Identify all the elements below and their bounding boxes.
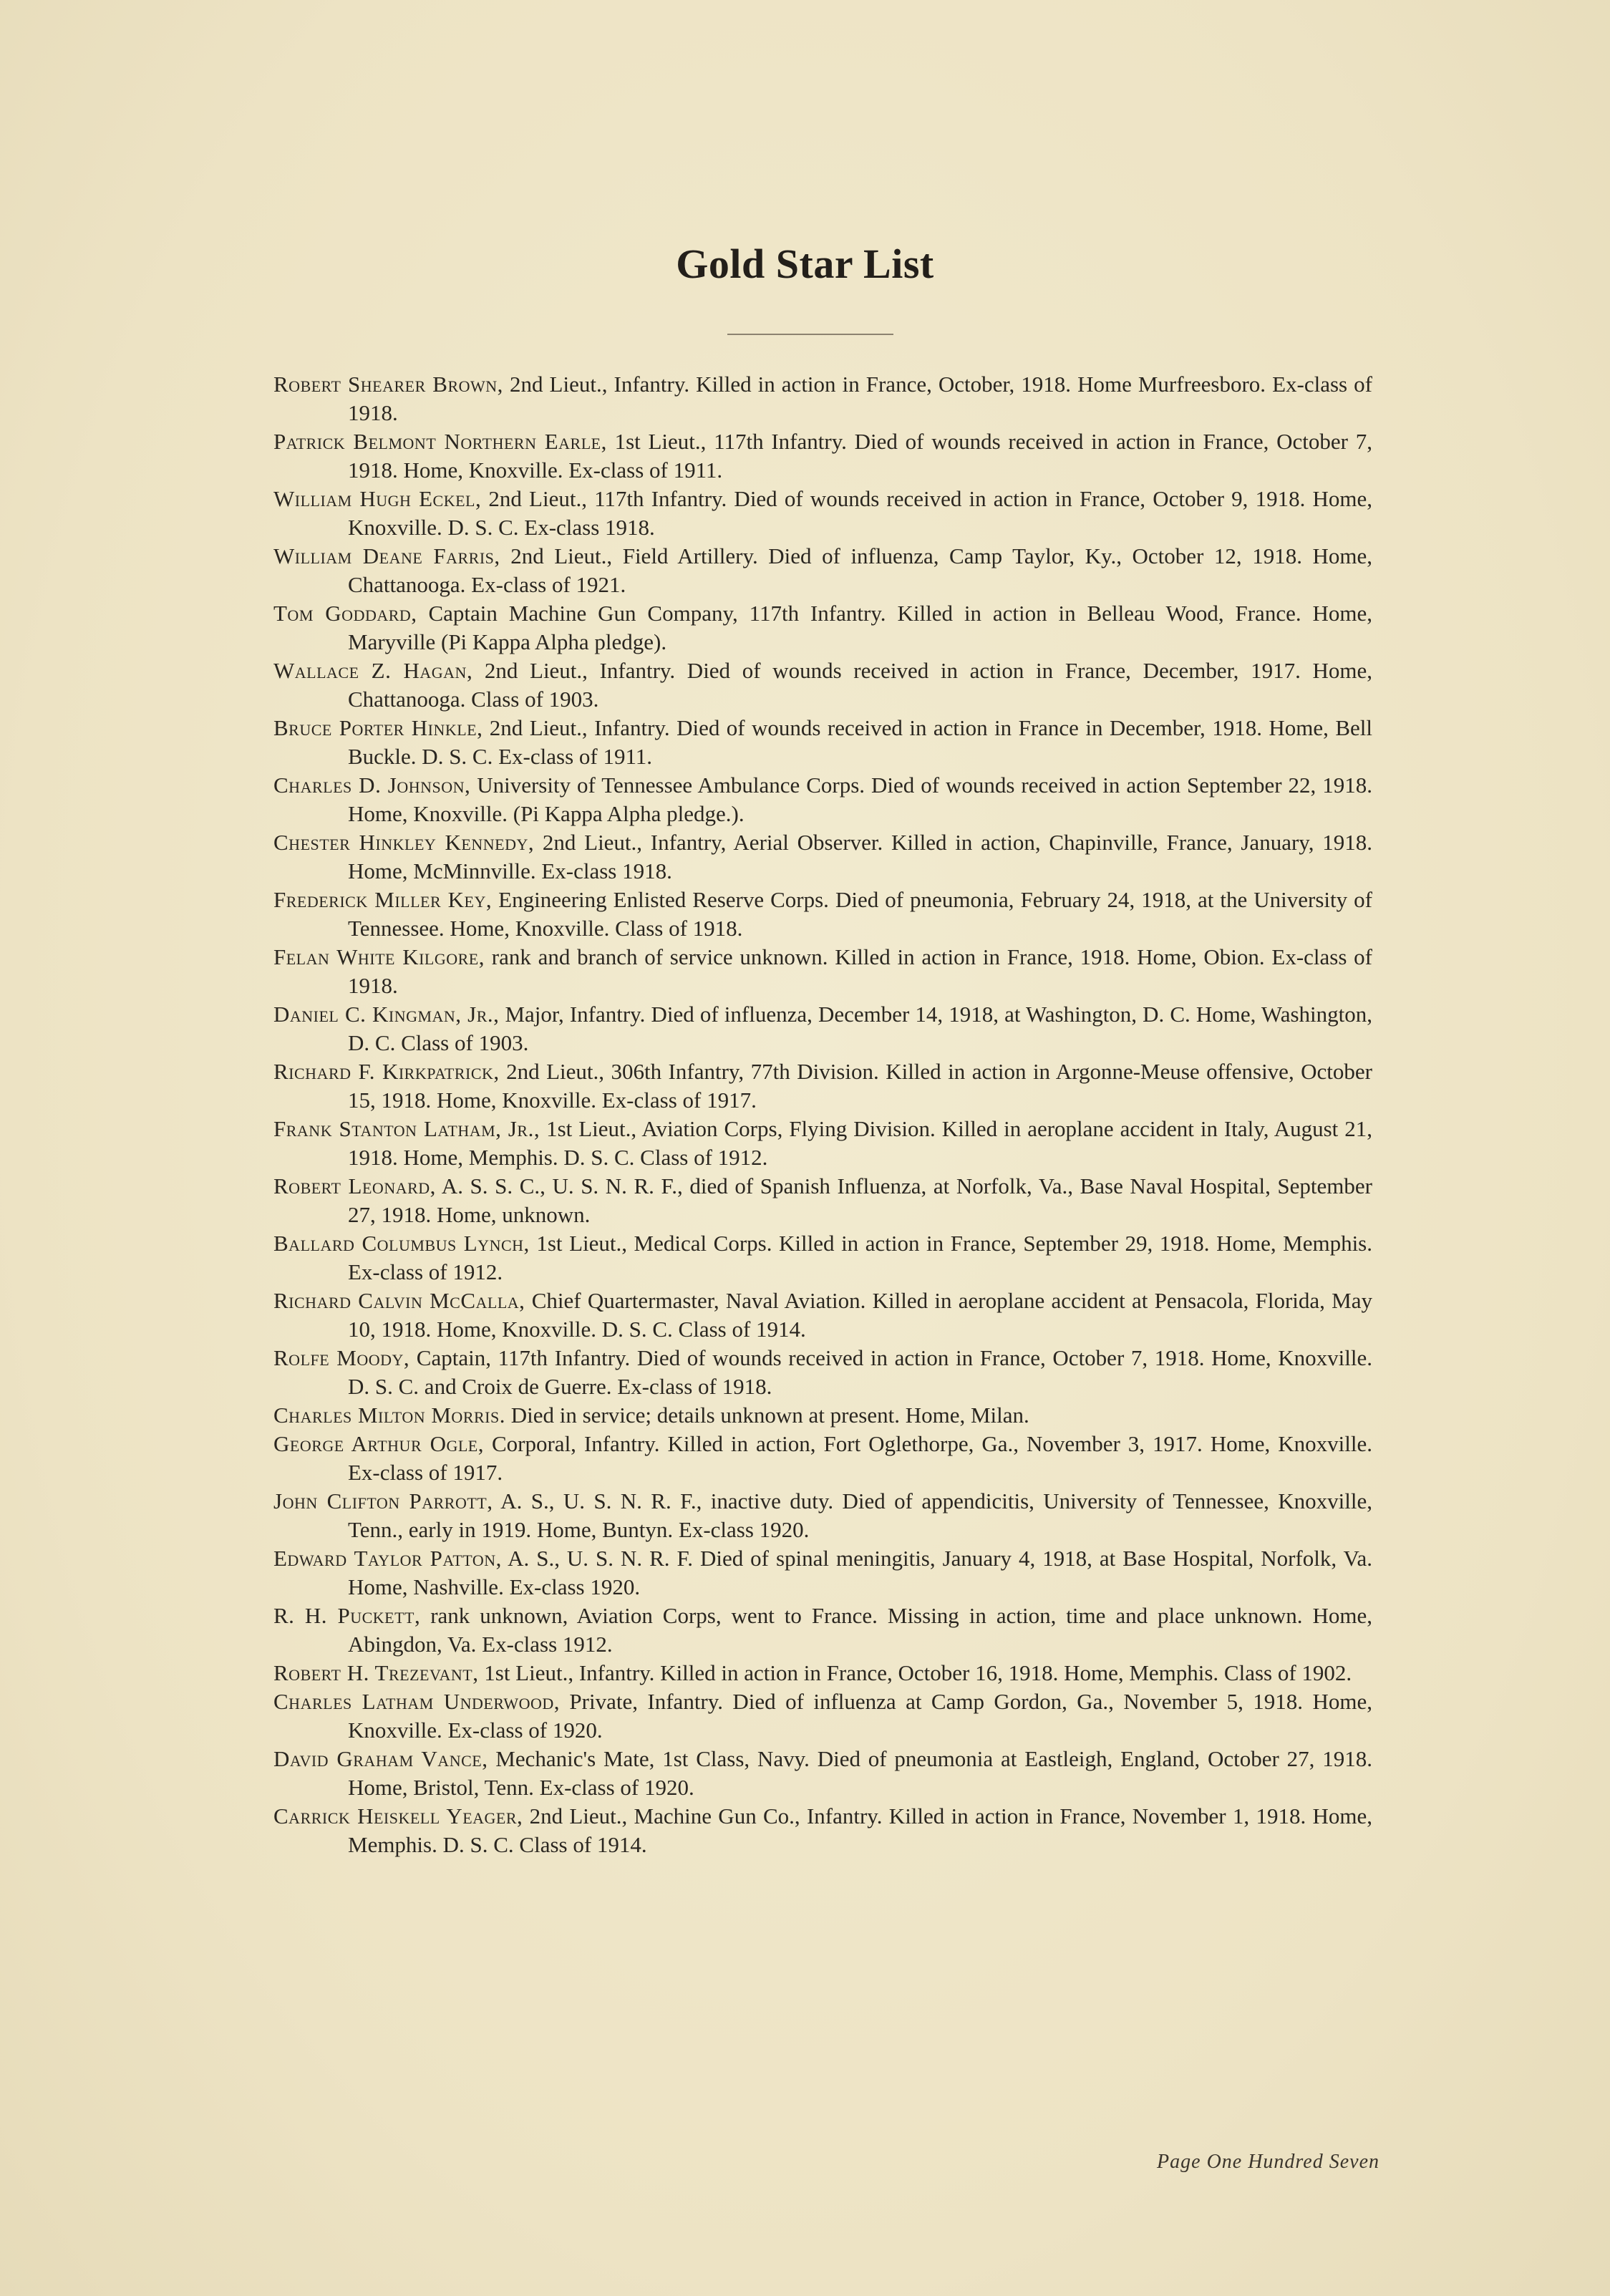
entry-name: Chester Hinkley Kennedy, — [273, 830, 535, 855]
entry-text: 1st Lieut., Aviation Corps, Flying Division. Killed in aeroplane accident in Italy, August 21, 1918. Home, Memphis. D. S. C. Class of 1912. — [348, 1116, 1372, 1170]
entry-text: 2nd Lieut., Infantry, Aerial Observer. Killed in action, Chapinville, France, January, 1918. Home, McMinnville. Ex-class 1918. — [348, 830, 1373, 883]
entry-name: William Deane Farris, — [273, 543, 500, 568]
list-item — [273, 427, 1372, 485]
entry-text: 1st Lieut., Infantry. Killed in action in France, October 16, 1918. Home, Memphis. Class of 1902. — [478, 1660, 1352, 1685]
entry-name: William Hugh Eckel, — [273, 486, 482, 511]
list-item — [273, 1000, 1372, 1057]
entry-text: Captain Machine Gun Company, 117th Infantry. Killed in action in Belleau Wood, France. Home, Maryville (Pi Kappa Alpha pledge). — [348, 601, 1372, 654]
entry-name: Rolfe Moody, — [273, 1345, 410, 1370]
entry-name: David Graham Vance, — [273, 1746, 488, 1771]
list-item — [273, 370, 1372, 427]
entry-name: Tom Goddard, — [273, 601, 417, 626]
title-divider — [727, 334, 893, 335]
entry-name: Ballard Columbus Lynch, — [273, 1231, 530, 1256]
entry-name: Charles Latham Underwood, — [273, 1689, 560, 1714]
page-number: Page One Hundred Seven — [1157, 2151, 1379, 2173]
list-item — [273, 1745, 1372, 1802]
entry-text: Major, Infantry. Died of influenza, December 14, 1918, at Washington, D. C. Home, Washington, D. C. Class of 1903. — [348, 1002, 1373, 1055]
entry-text: Captain, 117th Infantry. Died of wounds received in action in France, October 7, 1918. Home, Knoxville. D. S. C. and Croix de Guerre. Ex-class of 1918. — [348, 1345, 1372, 1399]
entry-name: Robert H. Trezevant, — [273, 1660, 479, 1685]
entry-name: Felan White Kilgore, — [273, 944, 485, 969]
list-item — [273, 599, 1372, 657]
entry-name: Richard Calvin McCalla, — [273, 1288, 525, 1313]
entry-list — [273, 370, 1372, 1859]
list-item — [273, 1229, 1372, 1287]
list-item — [273, 1430, 1372, 1487]
list-item — [273, 886, 1372, 943]
entry-text: Mechanic's Mate, 1st Class, Navy. Died of pneumonia at Eastleigh, England, October 27, 1918. Home, Bristol, Tenn. Ex-class of 1920. — [348, 1746, 1372, 1800]
list-item — [273, 542, 1372, 599]
entry-name: Frank Stanton Latham, Jr., — [273, 1116, 540, 1141]
list-item — [273, 1172, 1372, 1229]
entry-name: Daniel C. Kingman, Jr., — [273, 1002, 500, 1027]
entry-text: Died in service; details unknown at present. Home, Milan. — [505, 1403, 1029, 1428]
list-item — [273, 1487, 1372, 1544]
list-item — [273, 714, 1372, 771]
list-item — [273, 1544, 1372, 1602]
entry-name: John Clifton Parrott, — [273, 1488, 493, 1513]
entry-name: Edward Taylor Patton, — [273, 1546, 502, 1571]
entry-name: R. H. Puckett, — [273, 1603, 421, 1628]
list-item — [273, 657, 1372, 714]
entry-name: Carrick Heiskell Yeager, — [273, 1803, 523, 1828]
entry-text: A. S., U. S. N. R. F. Died of spinal meningitis, January 4, 1918, at Base Hospital, Norfolk, Va. Home, Nashville. Ex-class 1920. — [348, 1546, 1372, 1599]
list-item — [273, 1057, 1372, 1115]
list-item — [273, 1602, 1372, 1659]
list-item — [273, 1802, 1372, 1859]
entry-text: Chief Quartermaster, Naval Aviation. Killed in aeroplane accident at Pensacola, Florida, May 10, 1918. Home, Knoxville. D. S. C. Class of 1914. — [348, 1288, 1372, 1342]
entry-text: Engineering Enlisted Reserve Corps. Died of pneumonia, February 24, 1918, at the University of Tennessee. Home, Knoxville. Class of 1918. — [348, 887, 1372, 941]
entry-text: Private, Infantry. Died of influenza at Camp Gordon, Ga., November 5, 1918. Home, Knoxville. Ex-class of 1920. — [348, 1689, 1372, 1743]
entry-text: A. S. S. C., U. S. N. R. F., died of Spanish Influenza, at Norfolk, Va., Base Naval Hospital, September 27, 1918. Home, unknown. — [348, 1173, 1372, 1227]
entry-name: Frederick Miller Key, — [273, 887, 493, 912]
list-item — [273, 771, 1372, 828]
entry-text: 1st Lieut., Medical Corps. Killed in action in France, September 29, 1918. Home, Memphis. Ex-class of 1912. — [348, 1231, 1372, 1284]
entry-name: Bruce Porter Hinkle, — [273, 715, 483, 740]
entry-name: Patrick Belmont Northern Earle, — [273, 429, 607, 454]
entry-name: Charles Milton Morris. — [273, 1403, 505, 1428]
entry-text: 2nd Lieut., Field Artillery. Died of influenza, Camp Taylor, Ky., October 12, 1918. Home, Chattanooga. Ex-class of 1921. — [348, 543, 1372, 597]
page-title: Gold Star List — [676, 241, 934, 287]
entry-name: Wallace Z. Hagan, — [273, 658, 473, 683]
list-item — [273, 1115, 1372, 1172]
list-item — [273, 485, 1372, 542]
list-item — [273, 1687, 1372, 1745]
entry-text: 2nd Lieut., Infantry. Died of wounds received in action in France in December, 1918. Home, Bell Buckle. D. S. C. Ex-class of 1911. — [348, 715, 1372, 769]
list-item — [273, 1401, 1372, 1430]
entry-name: George Arthur Ogle, — [273, 1431, 484, 1456]
entry-text: 2nd Lieut., 306th Infantry, 77th Division. Killed in action in Argonne-Meuse offensive, October 15, 1918. Home, Knoxville. Ex-class of 1917. — [348, 1059, 1372, 1113]
entry-name: Robert Shearer Brown, — [273, 372, 503, 397]
entry-name: Robert Leonard, — [273, 1173, 436, 1198]
entry-text: rank and branch of service unknown. Killed in action in France, 1918. Home, Obion. Ex-class of 1918. — [348, 944, 1372, 998]
entry-name: Charles D. Johnson, — [273, 772, 471, 798]
entry-text: 2nd Lieut., 117th Infantry. Died of wounds received in action in France, October 9, 1918. Home, Knoxville. D. S. C. Ex-class 1918. — [348, 486, 1372, 540]
list-item — [273, 1659, 1372, 1687]
list-item — [273, 1344, 1372, 1401]
entry-text: Corporal, Infantry. Killed in action, Fort Oglethorpe, Ga., November 3, 1917. Home, Knoxville. Ex-class of 1917. — [348, 1431, 1372, 1485]
list-item — [273, 943, 1372, 1000]
entry-text: A. S., U. S. N. R. F., inactive duty. Died of appendicitis, University of Tennessee, Knoxville, Tenn., early in 1919. Home, Buntyn. Ex-class 1920. — [348, 1488, 1373, 1542]
entry-text: 2nd Lieut., Machine Gun Co., Infantry. Killed in action in France, November 1, 1918. Home, Memphis. D. S. C. Class of 1914. — [348, 1803, 1372, 1857]
entry-text: 2nd Lieut., Infantry. Died of wounds received in action in France, December, 1917. Home, Chattanooga. Class of 1903. — [348, 658, 1372, 712]
entry-text: 1st Lieut., 117th Infantry. Died of wounds received in action in France, October 7, 1918. Home, Knoxville. Ex-class of 1911. — [348, 429, 1372, 483]
entry-name: Richard F. Kirkpatrick, — [273, 1059, 500, 1084]
list-item — [273, 1287, 1372, 1344]
entry-text: 2nd Lieut., Infantry. Killed in action in France, October, 1918. Home Murfreesboro. Ex-class of 1918. — [348, 372, 1372, 425]
entry-text: University of Tennessee Ambulance Corps. Died of wounds received in action September 22, 1918. Home, Knoxville. (Pi Kappa Alpha pledge.). — [348, 772, 1372, 826]
list-item — [273, 828, 1372, 886]
entry-text: rank unknown, Aviation Corps, went to France. Missing in action, time and place unknown. Home, Abingdon, Va. Ex-class 1912. — [348, 1603, 1373, 1657]
